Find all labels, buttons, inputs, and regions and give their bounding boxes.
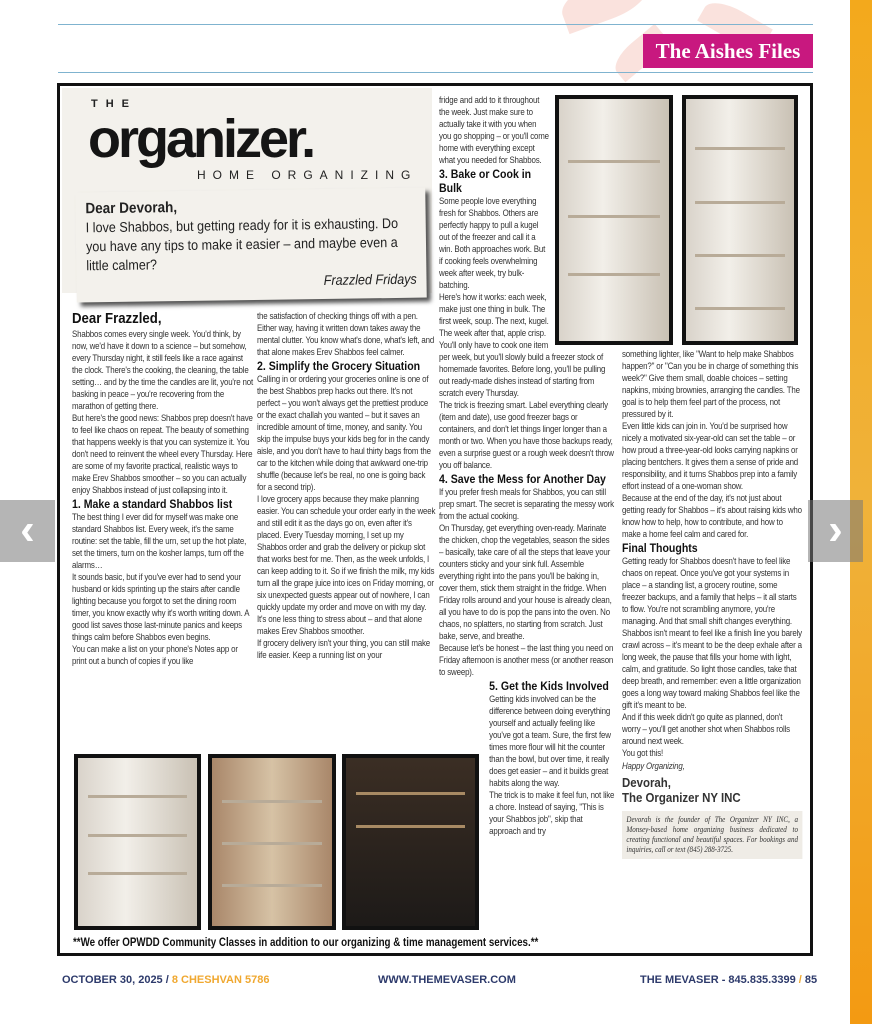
pantry-photo (682, 95, 798, 345)
section-heading: 1. Make a standard Shabbos list (72, 497, 233, 511)
paragraph: Shabbos comes every single week. You'd think, by now, we'd have it down to a science – but somehow, every Thursday night, it still feels like a race against the clock. There's the cooking, the cleaning, the table setting… and by the time the candles are lit, you're not basking in peace – you're recovering from the marathon of getting there. (72, 329, 253, 411)
section-heading: Final Thoughts (622, 541, 698, 555)
paragraph: Even little kids can join in. You'd be surprised how nicely a motivated six-year-old can set the table – or how proud a three-year-old looks carrying napkins or placing bentchers. It gives them a sense of pride and responsibility, and it turns Shabbos prep into a family effort instead of a one-woman show. (622, 421, 799, 491)
reply-greeting: Dear Frazzled, (72, 310, 162, 327)
signature-name: Devorah, (622, 775, 671, 790)
paragraph: Because at the end of the day, it's not just about getting ready for Shabbos – it's about raising kids who know how to help, how to contribute, and how to make a home feel calm and cared for. (622, 493, 802, 539)
paragraph: Some people love everything fresh for Shabbos. Others are perfectly happy to pull a kugel out of the freezer and call it a win. Both approaches work. But if cooking feels overwhelming week after week, try bulk-batching. (439, 196, 546, 290)
paragraph: You got this! (622, 748, 664, 758)
column-1 (72, 310, 253, 667)
chevron-right-icon: › (828, 505, 843, 554)
reader-letter (75, 188, 427, 303)
letter-greeting: Dear Devorah, (85, 199, 178, 218)
column-4 (622, 348, 802, 859)
paragraph: Calling in or ordering your groceries online is one of the best Shabbos prep hacks out there. It's not perfect – you won't always get the prettiest produce or the exact challah you wanted – but it saves an incredible amount of time, money, and sanity. You skip the impulse buys your kids beg for in the candy aisle, and you don't have to haul thirty bags from the car to the kitchen while doing that awkward one-trip shuffle (because let's be real, no one is going back for a second trip). (257, 374, 431, 492)
section-heading: 2. Simplify the Grocery Situation (257, 359, 421, 373)
chevron-left-icon: ‹ (20, 505, 35, 554)
paragraph: Because let's be honest – the last thing you need on Friday afternoon is another mess (or another reason to sweep). (439, 643, 614, 677)
section-heading: 3. Bake or Cook in Bulk (439, 167, 532, 195)
paragraph: On Thursday, get everything oven-ready. Marinate the chicken, chop the vegetables, season the sides – basically, take care of all the steps that leave your counters sticky and your sink full. Assemble everything right into the pans you'll be baking in, cover them, stick them straight in the fridge. When Friday rolls around and your house is already clean, all you have to do is pop the pans into the oven. No chaos, no splatters, no starting from scratch. Just bake, serve, and breathe. (439, 523, 612, 641)
signature (622, 775, 802, 805)
paragraph: If you prefer fresh meals for Shabbos, you can still prep smart. The secret is separating the messy work from the actual cooking. (439, 487, 614, 521)
page-number: 85 (804, 974, 818, 986)
leaf-decoration (556, 0, 654, 34)
footer-website[interactable]: WWW.THEMEVASER.COM (378, 974, 516, 986)
paragraph: I love grocery apps because they make planning easier. You can schedule your order early in the week and still edit it as the days go on, even after it's placed. Every Tuesday morning, I set up my Shabbos order and grab the delivery or pickup slot that works best for me. Then, as the week unfolds, I can keep adding to it. So if we finish the milk, my kids turn all the grape juice into ices on Friday morning, or six unexpected guests appear out of nowhere, I can quickly update my order and move on with my day. It's one less thing to stress about – and that alone makes Erev Shabbos smoother. (257, 494, 436, 636)
paragraph: Shabbos isn't meant to feel like a finish line you barely crawl across – it's meant to be the deep exhale after a long week, the pause that fills your home with light, calm, and gratitude. So light those candles, take that deep breath, and remember: even a little organization goes a long way toward making Shabbos feel like the gift it's meant to be. (622, 628, 802, 710)
paragraph: Getting ready for Shabbos doesn't have to feel like chaos on repeat. Once you've got your systems in place – a standing list, a grocery routine, some freezer backups, and a family that helps – it all starts to flow. You're not scrambling anymore, you're managing. And that small shift changes everything. (622, 556, 797, 626)
hebrew-date: 8 CHESHVAN 5786 (171, 974, 270, 986)
letter-signature: Frazzled Fridays (323, 270, 417, 288)
issue-date: OCTOBER 30, 2025 / (62, 974, 169, 986)
paragraph: But here's the good news: Shabbos prep doesn't have to feel like chaos on repeat. The beauty of something that happens weekly is that you can systemize it. You don't need to reinvent the wheel every Thursday. Here are some of my favorite practical, realistic ways to make Erev Shabbos smoother – so you can actually enjoy Shabbos instead of just collapsing into it. (72, 413, 253, 495)
logo-the: THE (91, 98, 137, 110)
footer-publisher (640, 973, 817, 987)
footer-date (62, 973, 269, 987)
section-heading: 5. Get the Kids Involved (489, 679, 609, 693)
paragraph: the satisfaction of checking things off with a pen. Either way, having it written down takes away the mental clutter. You know what's done, what's left, and that alone makes Erev Shabbos feel calmer. (257, 311, 435, 357)
kitchen-photo (342, 754, 479, 930)
paragraph: The trick is to make it feel fun, not like a chore. Instead of saying, "This is your Shabbos job", skip that approach and try (489, 790, 615, 836)
closet-photo (208, 754, 336, 930)
paragraph: The trick is freezing smart. Label everything clearly (item and date), use good freezer bags or containers, and don't let things linger longer than a month or two. When you have those backups ready, even a surprise guest or a rough week doesn't throw you off balance. (439, 400, 614, 470)
paragraph: Here's how it works: each week, make just one thing in bulk. The first week, soup. The next, kugel. The week after that, apple crisp. You'll only have to cook one item per week, but you'll slowly build a freezer stock of homemade favorites. Before long, you'll be pulling out ready-made dishes instead of starting from scratch every Thursday. (439, 292, 606, 398)
author-bio: Devorah is the founder of The Organizer NY INC, a Monsey-based home organizing business dedicated to creating functional and beautiful spaces. For bookings and inquiries, call or text (845) 288-3725. (622, 811, 802, 859)
pantry-photo (555, 95, 673, 345)
column-2 (257, 310, 436, 661)
paragraph: And if this week didn't go quite as planned, don't worry – you'll get another shot when Shabbos rolls around next week. (622, 712, 790, 746)
publisher-name: THE MEVASER - 845.835.3399 (640, 974, 796, 986)
header-rule (58, 72, 813, 73)
paragraph: The best thing I ever did for myself was make one standard Shabbos list. Every week, it's the same routine: set the table, fill the urn, set up the hot plate, set the timers, turn on the kosher lamps, turn off the alarms… (72, 512, 247, 570)
paragraph: fridge and add to it throughout the week. Just make sure to actually take it with you when you go shopping – or you'll come home with everything except what you needed for Shabbos. (439, 95, 549, 165)
paragraph: something lighter, like "Want to help make Shabbos happen?" or "Can you be in charge of something this week?" Give them small, doable choices – setting napkins, mixing brownies, arranging the candles. The goal is to help them feel part of the process, not pressured by it. (622, 349, 800, 419)
separator: / (798, 974, 802, 986)
section-heading: 4. Save the Mess for Another Day (439, 472, 606, 486)
services-note: **We offer OPWDD Community Classes in addition to our organizing & time management services.** (73, 937, 539, 949)
column-3b (489, 679, 615, 837)
logo-tagline: HOME ORGANIZING (197, 168, 418, 182)
previous-page-button[interactable] (0, 500, 55, 562)
paragraph: It sounds basic, but if you've ever had to send your husband or kids sprinting up the stairs after candle lighting because you forgot to set the dining room timer, you know exactly why it's worth writing down. A good list saves those last-minute panics and keeps things calm before Shabbos even begins. (72, 572, 249, 642)
letter-body: I love Shabbos, but getting ready for it is exhausting. Do you have any tips to make it easier – and maybe even a little calmer? (85, 214, 399, 274)
section-banner: The Aishes Files (643, 34, 813, 68)
paragraph: Getting kids involved can be the difference between doing everything yourself and actually feeling like you've got a team. Sure, the first few times more flour will hit the counter than the bowl, but over time, it really does get easier – and it builds great habits along the way. (489, 694, 611, 788)
shelving-photo (74, 754, 201, 930)
header-rule (58, 24, 813, 25)
closing: Happy Organizing, (622, 761, 685, 771)
logo-name: organizer. (88, 109, 314, 169)
signature-company: The Organizer NY INC (622, 790, 741, 805)
paragraph: You can make a list on your phone's Notes app or print out a bunch of copies if you like (72, 644, 238, 666)
next-page-button[interactable] (808, 500, 863, 562)
paragraph: If grocery delivery isn't your thing, you can still make life easier. Keep a running list on your (257, 638, 431, 660)
